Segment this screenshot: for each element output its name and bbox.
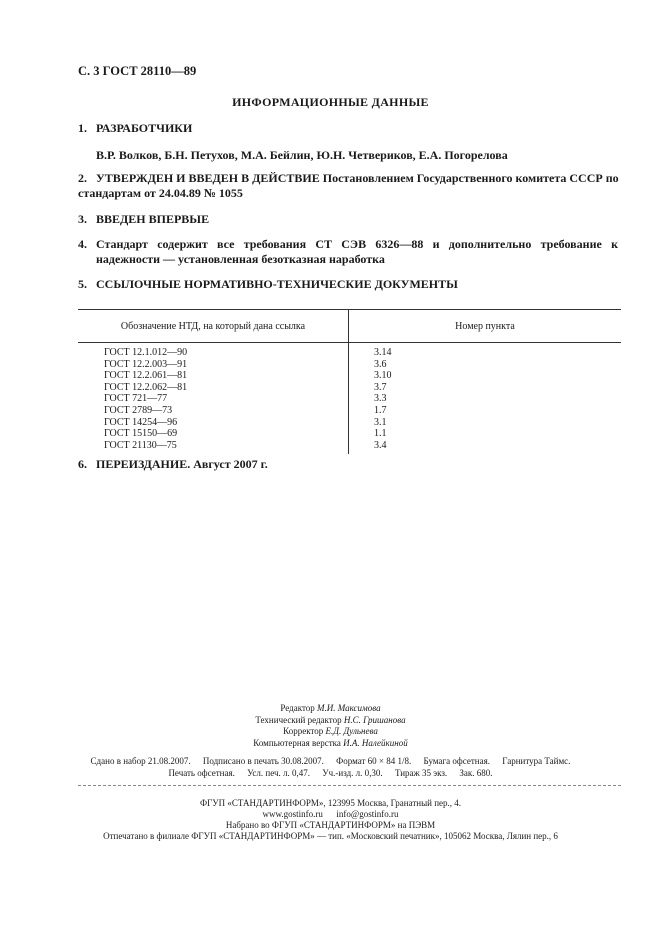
credit-line [0, 738, 661, 750]
section-heading-text: ССЫЛОЧНЫЕ НОРМАТИВНО-ТЕХНИЧЕСКИЕ ДОКУМЕНТЫ [96, 277, 458, 291]
imprint-field: Усл. печ. л. 0,47. [247, 768, 310, 778]
table-cell-item: 1.7 [374, 404, 387, 416]
table-cell-document: ГОСТ 14254—96 [104, 416, 178, 428]
section-number: 5. [78, 277, 87, 291]
imprint-field: Тираж 35 экз. [394, 768, 448, 778]
imprint-field: Бумага офсетная. [423, 756, 490, 766]
section-number: 2. [78, 171, 87, 185]
table-cell-item: 1.1 [374, 428, 387, 440]
footer-line: ФГУП «СТАНДАРТИНФОРМ», 123995 Москва, Гранатный пер., 4. [199, 798, 462, 808]
table-cell-document: ГОСТ 2789—73 [104, 404, 173, 416]
credit-line [0, 726, 661, 738]
credit-role: Технический редактор [255, 714, 342, 725]
table-cell-document: ГОСТ 21130—75 [104, 439, 177, 451]
section-text: Август 2007 г. [193, 457, 268, 471]
credit-name: И.А. Налейкиной [343, 737, 408, 748]
table-cell-document: ГОСТ 15150—69 [104, 428, 178, 440]
table-cell-item: 3.7 [374, 381, 387, 393]
imprint-field: Подписано в печать 30.08.2007. [202, 756, 324, 766]
section-5-heading [78, 277, 458, 292]
table-cell-item: 3.14 [374, 347, 392, 358]
imprint-field: Уч.-изд. л. 0,30. [322, 768, 383, 778]
credit-line [0, 703, 661, 715]
column-header-document: Обозначение НТД, на который дана ссылка [78, 310, 349, 343]
table-cell-item: 3.3 [374, 393, 387, 405]
imprint-field: Формат 60 × 84 1/8. [336, 756, 412, 766]
table-body-row [78, 343, 621, 455]
section-text: Постановлением Государственного комитета СССР по стандартам от 24.04.89 № 1055 [78, 171, 619, 200]
section-4-number: 4. [78, 237, 87, 251]
imprint-field: Гарнитура Таймс. [502, 756, 571, 766]
credit-name: Н.С. Гришанова [343, 714, 406, 725]
reference-documents-table [78, 309, 621, 454]
credit-line [0, 715, 661, 727]
credits-block [0, 703, 661, 749]
table-cell-item: 3.4 [374, 439, 387, 451]
publisher-footer [0, 798, 661, 842]
footer-line: Набрано во ФГУП «СТАНДАРТИНФОРМ» на ПЭВМ [225, 820, 436, 830]
document-column [78, 343, 349, 455]
credit-role: Корректор [283, 726, 324, 736]
section-number: 1. [78, 121, 87, 135]
imprint-line-2 [0, 767, 661, 779]
section-4-text: Стандарт содержит все требования СТ СЭВ 6326—88 и дополнительно требование к надежности — установленная безотказная наработка [96, 237, 618, 266]
page-header: С. 3 ГОСТ 28110—89 [78, 64, 197, 78]
section-number: 3. [78, 212, 87, 226]
footer-line: Отпечатано в филиале ФГУП «СТАНДАРТИНФОРМ» — тип. «Московский печатник», 105062 Москва, Лялин пер., 6 [103, 831, 558, 841]
section-number: 6. [78, 457, 87, 471]
imprint-line-1 [0, 755, 661, 767]
credit-name: М.И. Максимова [317, 703, 381, 713]
imprint-block [0, 755, 661, 779]
table-cell-item: 3.10 [374, 370, 392, 382]
credit-role: Редактор [280, 703, 315, 713]
table-cell-document: ГОСТ 12.2.061—81 [104, 370, 188, 382]
table-cell-document: ГОСТ 12.1.012—90 [104, 347, 188, 358]
imprint-field: Сдано в набор 21.08.2007. [90, 756, 191, 766]
table-cell-item: 3.6 [374, 358, 387, 370]
dashed-divider [78, 785, 621, 786]
footer-line: www.gostinfo.ru info@gostinfo.ru [262, 809, 399, 819]
credit-name: Е.Д. Дульнева [325, 726, 378, 736]
table-cell-item: 3.1 [374, 416, 387, 428]
table-cell-document: ГОСТ 721—77 [104, 393, 168, 405]
imprint-field: Печать офсетная. [168, 768, 235, 778]
developers-list: В.Р. Волков, Б.Н. Петухов, М.А. Бейлин, Ю.Н. Четвериков, Е.А. Погорелова [96, 148, 508, 162]
credit-role: Компьютерная верстка [253, 737, 341, 748]
table-cell-document: ГОСТ 12.2.062—81 [104, 381, 188, 393]
section-heading-text: ПЕРЕИЗДАНИЕ. [96, 457, 191, 471]
column-header-item: Номер пункта [349, 310, 622, 343]
document-title: ИНФОРМАЦИОННЫЕ ДАННЫЕ [232, 95, 429, 109]
table-header-row [78, 310, 621, 343]
section-6 [78, 457, 268, 472]
imprint-field: Зак. 680. [459, 768, 493, 778]
section-2 [78, 171, 621, 201]
section-heading-text: ВВЕДЕН ВПЕРВЫЕ [96, 212, 210, 226]
table-cell-document: ГОСТ 12.2.003—91 [104, 358, 188, 370]
section-3-heading [78, 212, 209, 227]
section-heading-text: УТВЕРЖДЕН И ВВЕДЕН В ДЕЙСТВИЕ [96, 171, 320, 185]
item-column [349, 343, 622, 455]
section-heading-text: РАЗРАБОТЧИКИ [96, 121, 193, 135]
section-1-heading [78, 121, 192, 136]
